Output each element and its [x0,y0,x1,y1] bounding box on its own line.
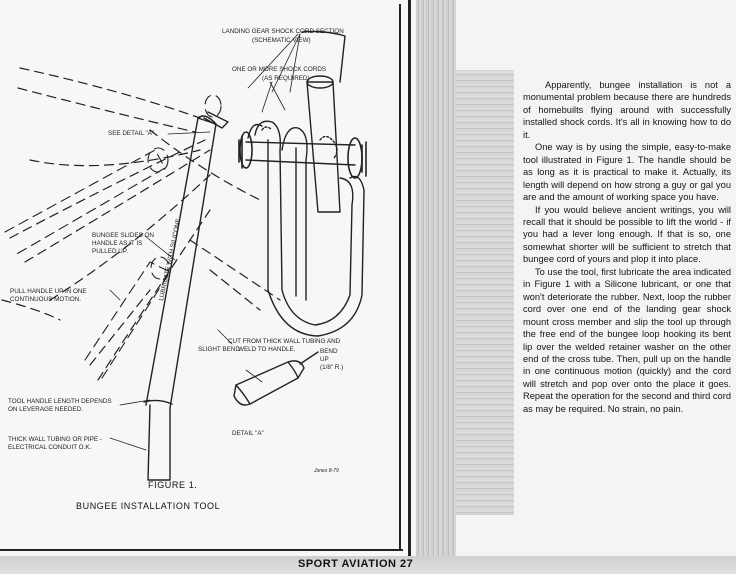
label-slides-2: HANDLE AS IT IS [92,240,143,247]
label-slides-3: PULLED UP. [92,248,128,255]
label-slight-bend: SLIGHT BEND [198,346,240,353]
label-bend-1: BEND [320,348,338,355]
figure-title: BUNGEE INSTALLATION TOOL [76,501,221,511]
label-cords-sub: (AS REQUIRED) [262,75,310,82]
paragraph-1: Apparently, bungee installation is not a monumental problem because there are hundreds of homebuilts flying around with successfully installed shock cords. It's all in knowing how to do it. [523,80,731,140]
gear-strut [307,82,340,212]
label-detail-ref: SEE DETAIL "A" [108,130,155,137]
label-cut-2: WELD TO HANDLE. [238,346,296,353]
ghost-handle-positions [2,68,280,380]
label-section: LANDING GEAR SHOCK CORD SECTION [222,28,344,35]
label-bend-2: UP [320,356,329,363]
label-tubing-2: ELECTRICAL CONDUIT O.K. [8,444,92,451]
label-slides-1: BUNGEE SLIDES ON [92,232,154,239]
column-shadow [456,70,514,515]
label-length-2: ON LEVERAGE NEEDED. [8,406,83,413]
retainer-washer-right [348,138,362,178]
label-pull-2: CONTINUOUS MOTION. [10,296,82,303]
tool-handle [146,118,216,408]
label-length-1: TOOL HANDLE LENGTH DEPENDS [8,398,112,405]
artist-initials: Jones 8-79 [314,468,339,474]
page-number: 27 [400,558,414,570]
label-bend-3: (1/8" R.) [320,364,344,371]
page-gutter [416,0,456,556]
label-cut-1: CUT FROM THICK WALL TUBING AND [228,338,341,345]
paragraph-4: To use the tool, first lubricate the area indicated in Figure 1 with a Silicone lubricant, or one that won't deteriorate the rubber. Next, loop the rubber cord over one end of the landing gear shock mount cross member and slip the tool up through the free end of the bungee loop hooking its bent lip over the welded retainer washer on the other end of the cross tube. Then, pull up on the handle in one continuous motion (quickly) and the cord will stretch and pop over onto the place it goes. Repeat the operation for the second and third cord as may be required. No strain, no pain. [523,266,731,414]
detail-a-lip [234,361,304,405]
figure-number: FIGURE 1. [148,480,198,490]
article-body [523,79,731,415]
label-lubricate: LUBRICATE WITH SILICONE [158,217,183,302]
cross-tube [246,142,355,165]
label-cords: ONE OR MORE SHOCK CORDS [232,66,327,73]
page-footer [298,558,413,570]
label-detail-a: DETAIL "A" [232,430,264,437]
paragraph-3: If you would believe ancient writings, you will recall that it should be possible to lift the world - if you had a lever long enough. If that is so, one somewhat shorter will be sufficient to stretch that bungee cord of yours and plop it into place. [523,204,731,265]
label-tubing-1: THICK WALL TUBING OR PIPE - [8,436,102,443]
label-section-sub: (SCHEMATIC VIEW) [252,37,311,44]
paragraph-2: One way is by using the simple, easy-to-make tool illustrated in Figure 1. The handle should be as long as it is practical to make it. Actually, its length will depend on how strong a guy or gal you are and the amount of working space you have. [523,142,731,203]
label-pull-1: PULL HANDLE UP IN ONE [10,288,87,295]
publication-name: SPORT AVIATION [298,558,397,570]
